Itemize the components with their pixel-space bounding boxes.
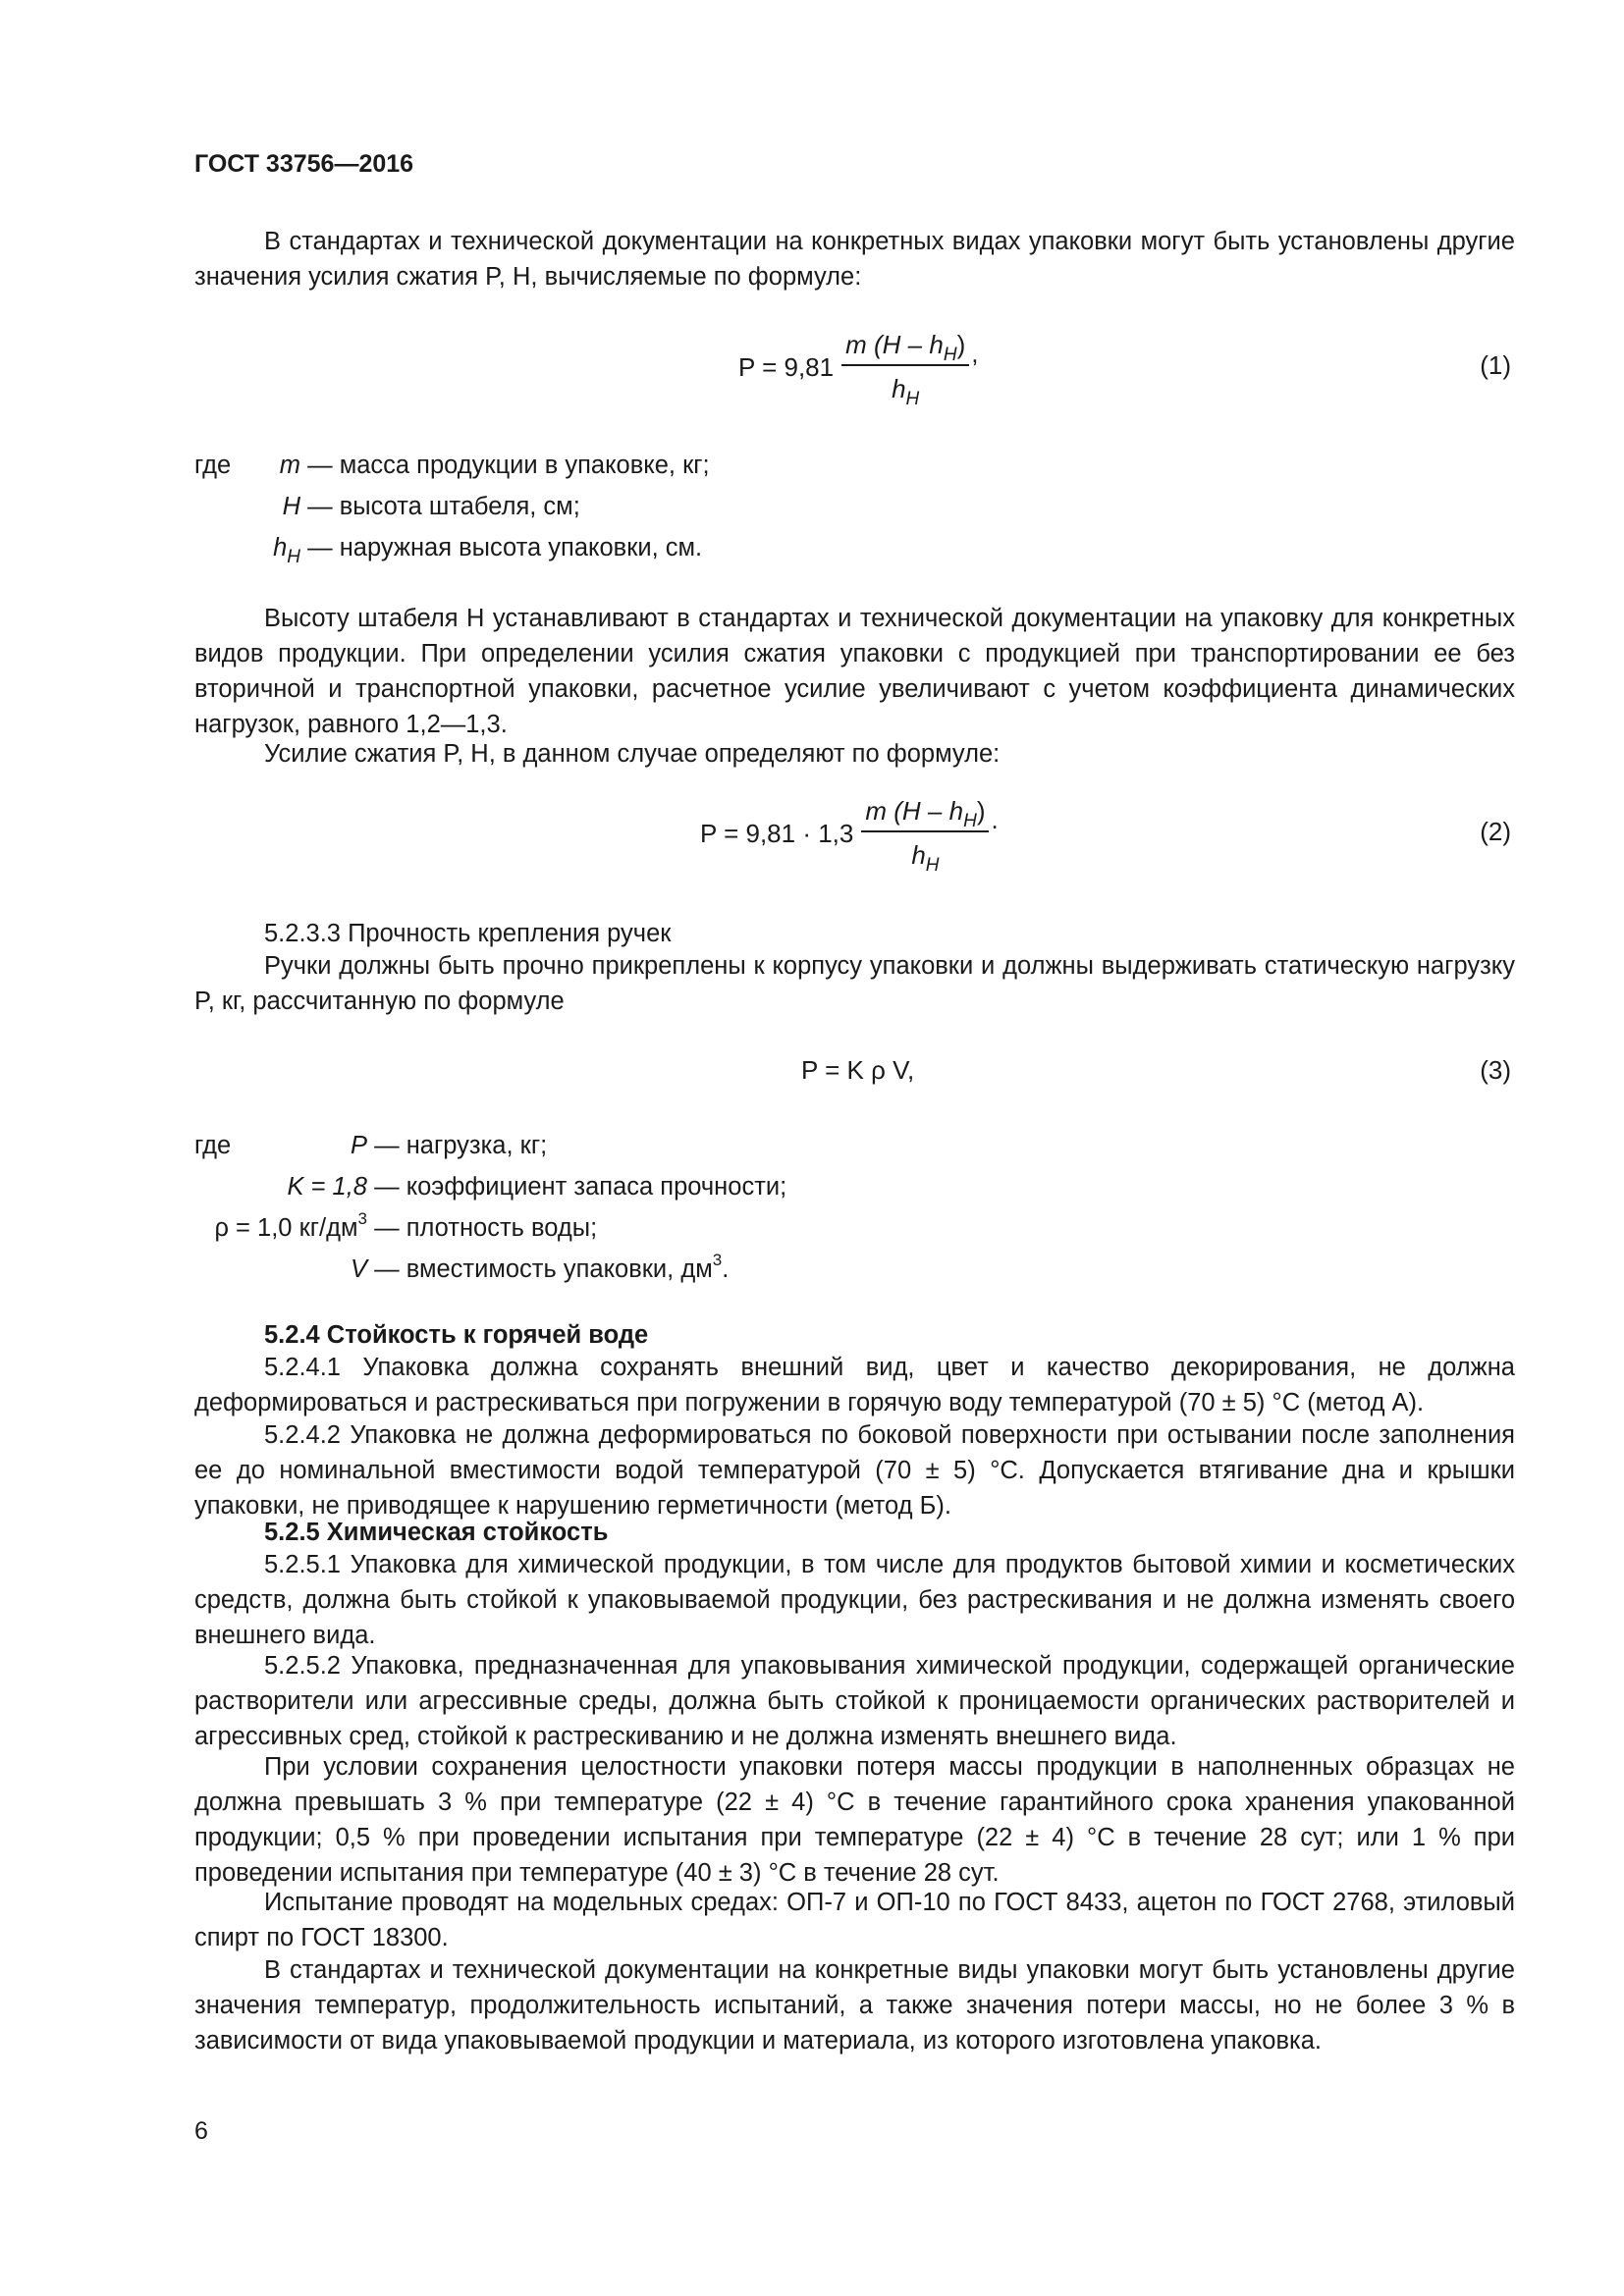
formula-1-numerator: m $(H - h_H)$ <box>841 330 969 366</box>
formula-2-fraction <box>861 796 989 876</box>
page-number: 6 <box>194 2117 208 2145</box>
formula-2-denominator: $h_H$ <box>911 840 940 876</box>
section-5233-text: Ручки должны быть прочно прикреплены к корпусу упаковки и должны выдерживать статическую нагрузку P, кг, рассчитанную по формуле <box>194 952 1515 1015</box>
where-1-label: где <box>194 452 232 479</box>
where-1-item: m — масса продукции в упаковке, кг; <box>279 452 710 479</box>
intro-paragraph: В стандартах и технической документации на конкретных видах упаковки могут быть установлены другие значения усилия сжатия P, H, вычисляемые по формуле: <box>194 228 1515 291</box>
stack-height-paragraph: Высоту штабеля H устанавливают в стандартах и технической документации на упаковку для конкретных видов продукции. При определении усилия сжатия упаковки с продукцией при транспортировании ее без вторичной и транспортной упаковки, расчетное усилие увеличивают с учетом коэффициента динамических нагрузок, равного 1,2—1,3. <box>194 605 1515 738</box>
formula-2-tail: . <box>991 804 999 834</box>
force-paragraph: Усилие сжатия P, H, в данном случае определяют по формуле: <box>264 740 1001 768</box>
formula-3-number: (3) <box>1480 1055 1511 1085</box>
mass-loss-paragraph: При условии сохранения целостности упаковки потеря массы продукции в наполненных образцах не должна превышать 3 % при температуре (22 ± 4) °С в течение гарантийного срока хранения упакованной продукции; 0,5 % при проведении испытания при температуре (22 ± 4) °С в течение 28 сут; или 1 % при проведении испытания при температуре (40 ± 3) °С в течение 28 сут. <box>194 1753 1515 1887</box>
formula-2 <box>700 796 999 876</box>
formula-3: P = K ρ V, <box>801 1055 915 1085</box>
section-5241-text: 5.2.4.1 Упаковка должна сохранять внешний вид, цвет и качество декорирования, не должна деформироваться и растрескиваться при погружении в горячую воду температурой (70 ± 5) °С (метод А). <box>194 1354 1515 1416</box>
document-header: ГОСТ 33756—2016 <box>194 150 414 178</box>
section-5252-text: 5.2.5.2 Упаковка, предназначенная для упаковывания химической продукции, содержащей органические растворители или агрессивные среды, должна быть стойкой к проницаемости органических растворителей и агрессивных сред, стойкой к растрескиванию и не должна изменять внешнего вида. <box>194 1652 1515 1750</box>
where-1-item: $h_H$ — наружная высота упаковки, см. <box>273 534 703 567</box>
where-2-item: K = 1,8 — коэффициент запаса прочности; <box>287 1173 787 1201</box>
where-2-label: где <box>194 1132 232 1159</box>
formula-2-lhs: P = 9,81 · 1,3 <box>700 818 854 848</box>
section-524-title: 5.2.4 Стойкость к горячей воде <box>264 1321 649 1349</box>
section-5251-text: 5.2.5.1 Упаковка для химической продукции, в том числе для продуктов бытовой химии и косметических средств, должна быть стойкой к упаковываемой продукции, без растрескивания и не должна изменять своего внешнего вида. <box>194 1551 1515 1649</box>
formula-1-lhs: P = 9,81 <box>738 351 835 382</box>
formula-1-denominator: $h_H$ <box>892 374 920 409</box>
where-2-item: V — вместимость упаковки, дм 3 . <box>350 1251 730 1283</box>
where-2-item: ρ = 1,0 $кг/дм^3$ — плотность воды; <box>214 1209 598 1242</box>
section-5242-text: 5.2.4.2 Упаковка не должна деформироваться по боковой поверхности при остывании после заполнения ее до номинальной вместимости водой температурой (70 ± 5) °С. Допускается втягивание дна и крышки упаковки, не приводящее к нарушению герметичности (метод Б). <box>194 1421 1515 1520</box>
formula-1-fraction <box>841 330 969 409</box>
section-5233-title: 5.2.3.3 Прочность крепления ручек <box>264 920 672 947</box>
formula-2-numerator: m $(H - h_H)$ <box>861 796 989 832</box>
standards-paragraph: В стандартах и технической документации на конкретные виды упаковки могут быть установлены другие значения температур, продолжительность испытаний, а также значения потери массы, но не более 3 % в зависимости от вида упаковываемой продукции и материала, из которого изготовлена упаковка. <box>194 1956 1515 2055</box>
test-media-paragraph: Испытание проводят на модельных средах: ОП-7 и ОП-10 по ГОСТ 8433, ацетон по ГОСТ 2768, этиловый спирт по ГОСТ 18300. <box>194 1889 1515 1951</box>
formula-1-tail: , <box>971 338 979 368</box>
formula-1 <box>738 330 979 409</box>
where-1-item: H — высота штабеля, см; <box>282 493 580 520</box>
section-525-title: 5.2.5 Химическая стойкость <box>264 1519 609 1546</box>
where-2-item: P — нагрузка, кг; <box>350 1132 548 1159</box>
formula-1-number: (1) <box>1480 350 1511 380</box>
formula-2-number: (2) <box>1480 817 1511 846</box>
